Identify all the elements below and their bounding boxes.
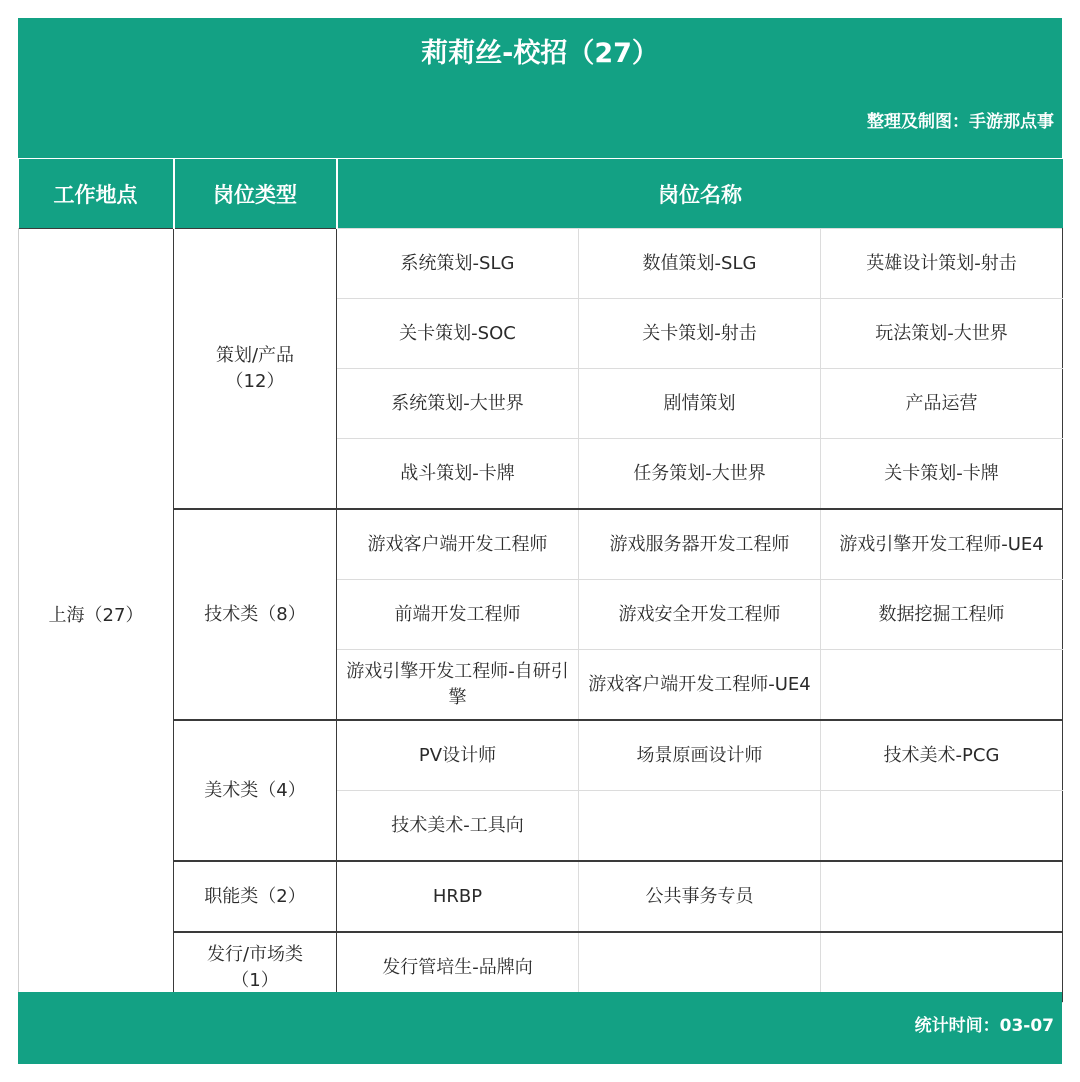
category-cell: 发行/市场类 （1） xyxy=(174,932,337,1003)
credit-text: 整理及制图：手游那点事 xyxy=(867,112,1054,132)
position-cell: 数值策划-SLG xyxy=(579,229,821,299)
position-cell: 系统策划-SLG xyxy=(337,229,579,299)
position-cell xyxy=(821,650,1063,721)
position-cell: 游戏安全开发工程师 xyxy=(579,580,821,650)
header-position: 岗位名称 xyxy=(337,159,1063,229)
position-cell: 技术美术-工具向 xyxy=(337,791,579,862)
location-cell: 上海（27） xyxy=(19,229,174,1003)
job-table-sheet xyxy=(18,18,1062,1064)
table-body xyxy=(19,229,1063,1003)
position-cell: 战斗策划-卡牌 xyxy=(337,439,579,510)
position-cell: 发行管培生-品牌向 xyxy=(337,932,579,1003)
category-cell: 职能类（2） xyxy=(174,861,337,932)
footer-banner xyxy=(18,992,1062,1064)
position-cell: 游戏客户端开发工程师 xyxy=(337,509,579,580)
position-cell: 关卡策划-SOC xyxy=(337,299,579,369)
position-cell: 游戏引擎开发工程师-UE4 xyxy=(821,509,1063,580)
page-title: 莉莉丝-校招（27） xyxy=(421,38,659,69)
table-row xyxy=(19,861,1063,932)
position-cell: 数据挖掘工程师 xyxy=(821,580,1063,650)
position-cell: HRBP xyxy=(337,861,579,932)
position-cell: 游戏服务器开发工程师 xyxy=(579,509,821,580)
position-cell: 技术美术-PCG xyxy=(821,720,1063,791)
position-cell xyxy=(821,861,1063,932)
position-cell: 游戏客户端开发工程师-UE4 xyxy=(579,650,821,721)
position-cell: 关卡策划-卡牌 xyxy=(821,439,1063,510)
category-cell: 美术类（4） xyxy=(174,720,337,861)
title-banner xyxy=(18,18,1062,158)
position-cell: 英雄设计策划-射击 xyxy=(821,229,1063,299)
position-cell: 任务策划-大世界 xyxy=(579,439,821,510)
position-cell: 场景原画设计师 xyxy=(579,720,821,791)
positions-table xyxy=(18,158,1063,1003)
position-cell: 系统策划-大世界 xyxy=(337,369,579,439)
stat-time: 统计时间：03-07 xyxy=(914,1016,1054,1036)
position-cell xyxy=(579,791,821,862)
position-cell: PV设计师 xyxy=(337,720,579,791)
position-cell xyxy=(821,791,1063,862)
table-row xyxy=(19,229,1063,299)
table-row xyxy=(19,720,1063,791)
category-cell: 技术类（8） xyxy=(174,509,337,720)
header-location: 工作地点 xyxy=(19,159,174,229)
header-category: 岗位类型 xyxy=(174,159,337,229)
category-cell: 策划/产品 （12） xyxy=(174,229,337,510)
position-cell: 前端开发工程师 xyxy=(337,580,579,650)
table-header-row xyxy=(19,159,1063,229)
position-cell: 产品运营 xyxy=(821,369,1063,439)
position-cell: 玩法策划-大世界 xyxy=(821,299,1063,369)
table-row xyxy=(19,509,1063,580)
position-cell: 剧情策划 xyxy=(579,369,821,439)
position-cell: 关卡策划-射击 xyxy=(579,299,821,369)
position-cell: 游戏引擎开发工程师-自研引擎 xyxy=(337,650,579,721)
position-cell: 公共事务专员 xyxy=(579,861,821,932)
